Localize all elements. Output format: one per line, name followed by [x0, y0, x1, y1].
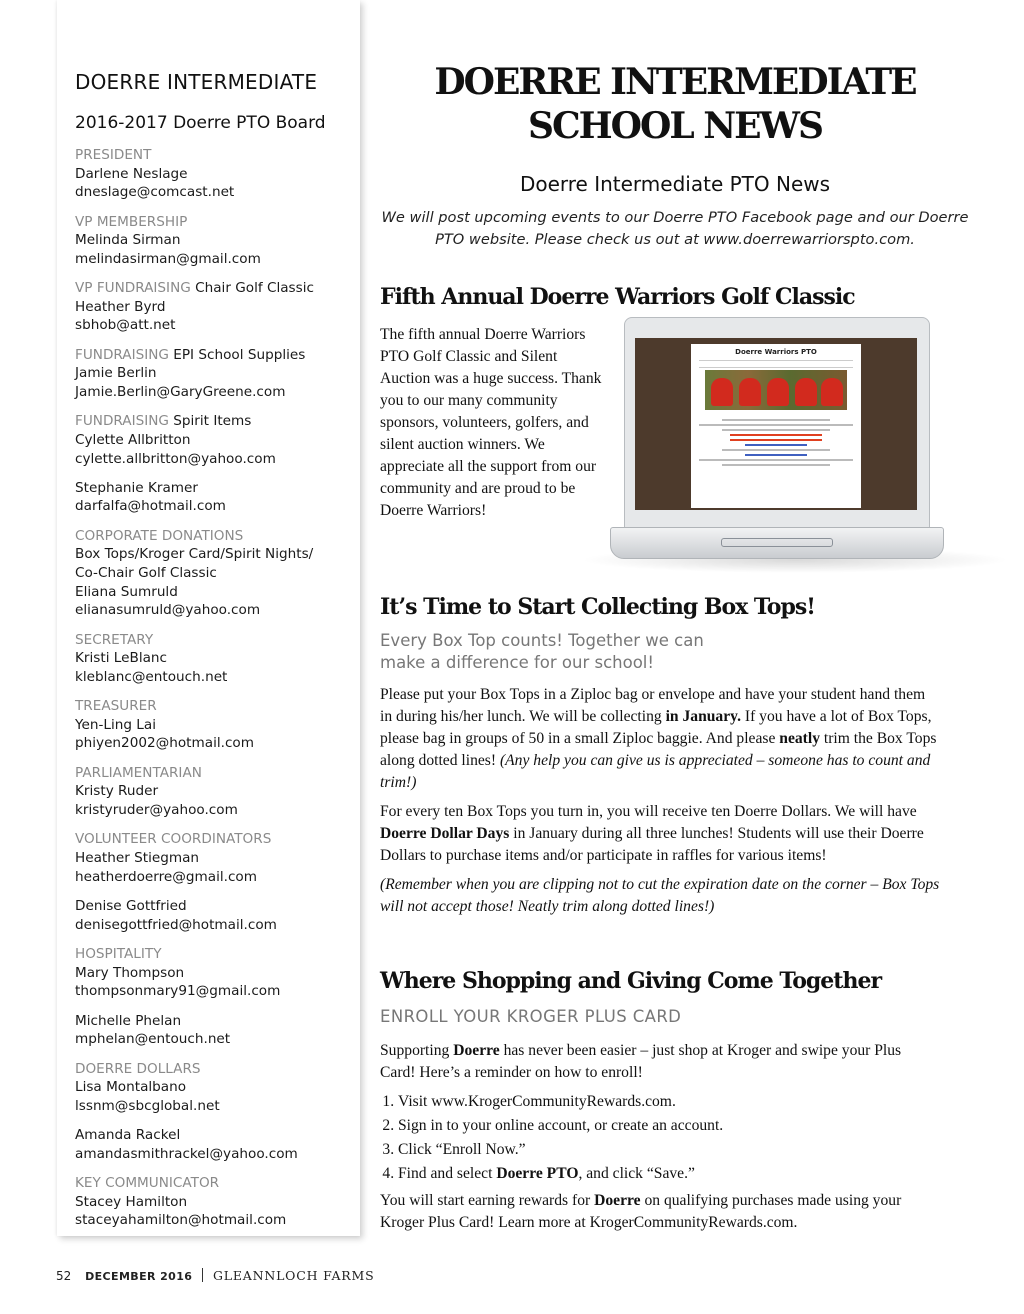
enroll-steps-list	[380, 1091, 940, 1185]
text-line	[745, 444, 807, 446]
box-tops-subheading: Every Box Top counts! Together we can make a difference for our school!	[380, 631, 704, 672]
board-role: SECRETARY	[75, 631, 154, 648]
board-role: VP MEMBERSHIP	[75, 213, 188, 230]
footer-divider	[202, 1268, 203, 1282]
laptop-buttons	[721, 538, 833, 547]
enroll-step: 1. Visit www.KrogerCommunityRewards.com.	[398, 1091, 940, 1113]
browser-toolbar	[637, 322, 917, 336]
red-shirt-figure	[739, 378, 761, 406]
member-detail: Cylette Allbritton	[75, 431, 191, 448]
website-text-lines	[699, 416, 853, 469]
enroll-step: 4. Find and select Doerre PTO, and click “Save.”	[398, 1163, 940, 1185]
member-email: thompsonmary91@gmail.com	[75, 983, 281, 1000]
page-title	[380, 60, 970, 148]
kroger-paragraph-2: You will start earning rewards for Doerre on qualifying purchases made using your Kroger Plus Card! Learn more at KrogerCommunityRewards.com.	[380, 1192, 902, 1231]
board-member-entry	[75, 527, 355, 620]
text-line	[722, 429, 830, 431]
pto-news-text: We will post upcoming events to our Doerre PTO Facebook page and our Doerre PTO website. Please check us out at www.doerrewarriorspto.com.	[381, 209, 969, 248]
board-role: CORPORATE DONATIONS	[75, 527, 244, 544]
member-email: Jamie.Berlin@GaryGreene.com	[75, 383, 286, 400]
kroger-body	[380, 1040, 940, 1241]
laptop-illustration	[610, 315, 1010, 575]
laptop-lid	[624, 317, 930, 531]
member-email: kristyruder@yahoo.com	[75, 801, 238, 818]
board-member-entry	[75, 1060, 355, 1116]
website-nav-bar	[699, 360, 853, 368]
pto-news-heading: Doerre Intermediate PTO News	[519, 172, 831, 196]
website-title: Doerre Warriors PTO	[735, 348, 817, 356]
member-detail: Yen-Ling Lai	[75, 716, 156, 733]
member-email: darfalfa@hotmail.com	[75, 498, 226, 515]
board-member-entry	[75, 412, 355, 468]
box-tops-paragraph-2: For every ten Box Tops you turn in, you will receive ten Doerre Dollars. We will have Doerre Dollar Days in January during all three lunches! Students will use their Doerre Dollars to purchase items and/or participate in raffles for various items!	[380, 803, 924, 864]
kroger-heading: Where Shopping and Giving Come Together	[380, 968, 882, 994]
board-member-entry	[75, 1012, 355, 1049]
member-detail: Stacey Hamilton	[75, 1193, 188, 1210]
member-email: phiyen2002@hotmail.com	[75, 735, 254, 752]
pto-website-screenshot	[691, 344, 861, 508]
golf-classic-text: The fifth annual Doerre Warriors PTO Golf Classic and Silent Auction was a huge success. Thank you to our many community sponsors, volunteers, golfers, and silent auction winners. We appreciate all the support from our community and are proud to be Doerre Warriors!	[380, 326, 602, 519]
member-detail: Heather Stiegman	[75, 849, 200, 866]
text-line	[745, 454, 807, 456]
kroger-subheading: ENROLL YOUR KROGER PLUS CARD	[380, 1007, 682, 1026]
member-detail: Box Tops/Kroger Card/Spirit Nights/	[75, 546, 314, 563]
board-role: FUNDRAISING EPI School Supplies	[75, 346, 306, 363]
member-detail: Kristy Ruder	[75, 783, 159, 800]
sidebar-subtitle: 2016-2017 Doerre PTO Board	[75, 113, 326, 133]
red-shirt-figure	[795, 378, 817, 406]
board-member-entry	[75, 945, 355, 1001]
golf-classic-heading: Fifth Annual Doerre Warriors Golf Classic	[380, 284, 855, 310]
board-member-entry	[75, 213, 355, 269]
member-detail: Kristi LeBlanc	[75, 650, 168, 667]
member-detail: Darlene Neslage	[75, 165, 188, 182]
member-detail: Lisa Montalbano	[75, 1079, 187, 1096]
member-detail: Amanda Rackel	[75, 1127, 181, 1144]
board-member-entry	[75, 1126, 355, 1163]
board-role: PARLIAMENTARIAN	[75, 764, 202, 781]
board-member-entry	[75, 764, 355, 820]
laptop-base	[610, 527, 944, 559]
red-shirt-figure	[821, 378, 843, 406]
board-role: FUNDRAISING Spirit Items	[75, 413, 252, 430]
member-email: cylette.allbritton@yahoo.com	[75, 450, 276, 467]
text-line	[722, 464, 830, 466]
page-number: 52	[56, 1269, 72, 1283]
board-member-entry	[75, 279, 355, 335]
member-detail: Stephanie Kramer	[75, 479, 199, 496]
member-email: staceyahamilton@hotmail.com	[75, 1212, 287, 1229]
member-detail: Mary Thompson	[75, 964, 185, 981]
page-title-line1: DOERRE INTERMEDIATE	[434, 61, 916, 103]
board-member-entry	[75, 146, 355, 202]
member-detail: Heather Byrd	[75, 298, 166, 315]
member-email: denisegottfried@hotmail.com	[75, 916, 277, 933]
laptop-screen	[635, 338, 917, 510]
board-member-entry	[75, 697, 355, 753]
text-line	[730, 434, 822, 436]
member-email: heatherdoerre@gmail.com	[75, 868, 257, 885]
board-member-entry	[75, 897, 355, 934]
text-line	[722, 419, 830, 421]
magazine-name: GLEANNLOCH FARMS	[212, 1268, 375, 1283]
text-line	[722, 449, 830, 451]
member-email: mphelan@entouch.net	[75, 1031, 231, 1048]
member-email: sbhob@att.net	[75, 317, 176, 334]
text-line	[699, 424, 853, 426]
enroll-step: 2. Sign in to your online account, or create an account.	[398, 1115, 940, 1137]
member-email: melindasirman@gmail.com	[75, 250, 261, 267]
text-line	[699, 459, 853, 461]
member-detail: Jamie Berlin	[75, 365, 157, 382]
text-line	[730, 439, 822, 441]
member-email: dneslage@comcast.net	[75, 184, 235, 201]
box-tops-body	[380, 684, 940, 925]
member-email: elianasumruld@yahoo.com	[75, 602, 261, 619]
board-member-entry	[75, 479, 355, 516]
red-shirt-figure	[767, 378, 789, 406]
board-member-entry	[75, 631, 355, 687]
sidebar-title: DOERRE INTERMEDIATE	[75, 70, 318, 94]
board-member-entry	[75, 1174, 355, 1230]
box-tops-heading: It’s Time to Start Collecting Box Tops!	[380, 594, 815, 620]
board-member-entry	[75, 346, 355, 402]
board-role: KEY COMMUNICATOR	[75, 1175, 220, 1192]
team-photo	[705, 370, 847, 410]
enroll-step: 3. Click “Enroll Now.”	[398, 1139, 940, 1161]
member-detail: Denise Gottfried	[75, 897, 187, 914]
box-tops-paragraph-1: Please put your Box Tops in a Ziploc bag or envelope and have your student hand them in during his/her lunch. We will be collecting in January. If you have a lot of Box Tops, please bag in groups of 50 in a small Ziploc baggie. And please neatly trim the Box Tops along dotted lines! (Any help you can give us is appreciated – someone has to count and trim!)	[380, 686, 937, 791]
member-detail: Eliana Sumruld	[75, 583, 178, 600]
red-shirt-figure	[711, 378, 733, 406]
page-footer	[56, 1268, 374, 1283]
issue-date: DECEMBER 2016	[85, 1270, 193, 1283]
board-role: HOSPITALITY	[75, 945, 162, 962]
member-email: amandasmithrackel@yahoo.com	[75, 1145, 298, 1162]
kroger-paragraph-1: Supporting Doerre has never been easier – just shop at Kroger and swipe your Plus Card! Here’s a reminder on how to enroll!	[380, 1042, 902, 1081]
board-role: VP FUNDRAISING Chair Golf Classic	[75, 280, 314, 297]
member-detail: Melinda Sirman	[75, 232, 181, 249]
board-role: VOLUNTEER COORDINATORS	[75, 831, 272, 848]
page-title-line2: SCHOOL NEWS	[527, 105, 822, 147]
member-detail: Co-Chair Golf Classic	[75, 565, 217, 582]
board-role: DOERRE DOLLARS	[75, 1060, 201, 1077]
member-email: lssnm@sbcglobal.net	[75, 1097, 220, 1114]
member-email: kleblanc@entouch.net	[75, 668, 228, 685]
board-role: PRESIDENT	[75, 147, 152, 163]
board-role: TREASURER	[75, 698, 157, 715]
pto-board-sidebar	[57, 0, 360, 1236]
board-member-entry	[75, 830, 355, 886]
board-member-list	[75, 146, 355, 1241]
box-tops-paragraph-3: (Remember when you are clipping not to cut the expiration date on the corner – Box Tops will not accept those! Neatly trim along dotted lines!)	[380, 876, 940, 915]
member-detail: Michelle Phelan	[75, 1012, 182, 1029]
